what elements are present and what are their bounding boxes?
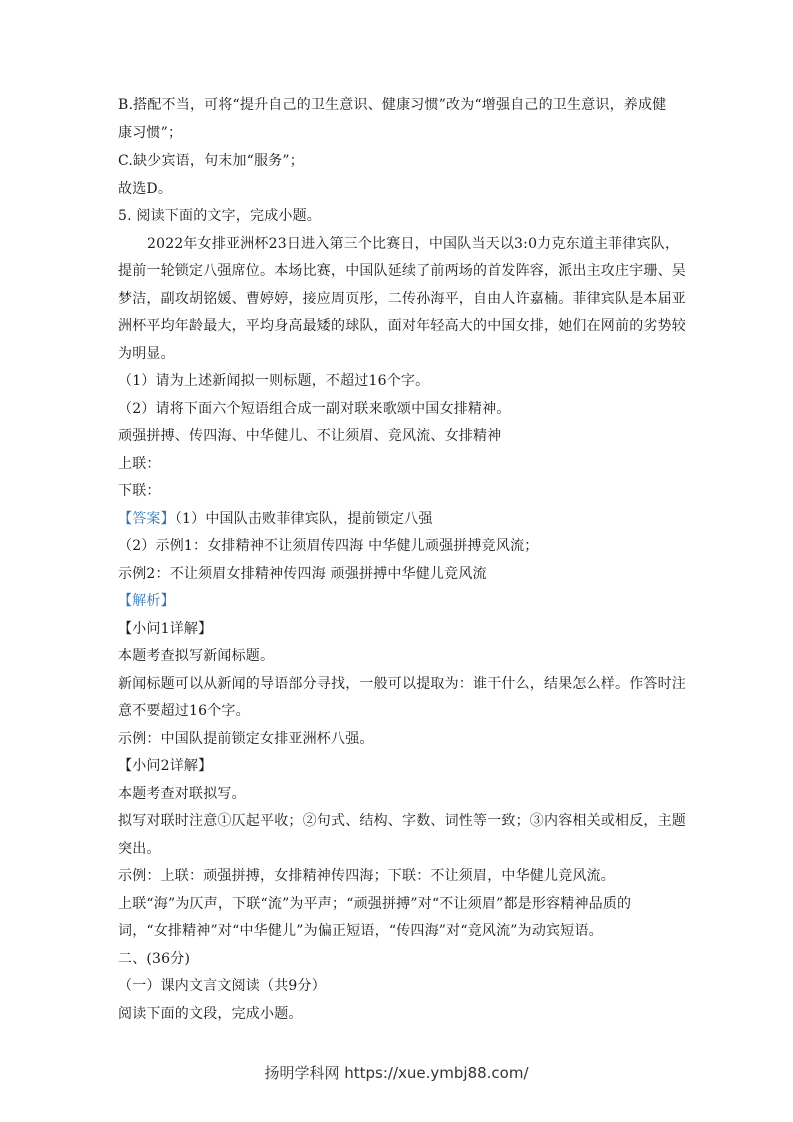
text-line: B.搭配不当，可将“提升自己的卫生意识、健康习惯”改为“增强自己的卫生意识，养成健 [118,97,667,113]
passage-line: 洲杯平均年龄最大，平均身高最矮的球队，面对年轻高大的中国女排，她们在网前的劣势较 [118,318,686,334]
sub-answer-heading: 【小问2详解】 [118,758,213,774]
text-line: 上联“海”为仄声，下联“流”为平声；“顽强拼搏”对“不让须眉”都是形容精神品质的 [118,896,632,912]
answer-line [118,510,433,528]
passage-line: 2022年女排亚洲杯23日进入第三个比赛日，中国队当天以3:0力克东道主菲律宾队， [147,236,680,252]
text-line: 词，“女排精神”对“中华健儿”为偏正短语，“传四海”对“竞风流”为动宾短语。 [118,923,603,939]
analysis-tag: 【解析】 [118,593,175,609]
sub-answer-heading: 【小问1详解】 [118,621,213,637]
passage-line: 为明显。 [118,346,175,362]
passage-line: 梦洁，副攻胡铭媛、曹婷婷，接应周页彤，二传孙海平，自由人许嘉楠。菲律宾队是本届亚 [118,291,686,307]
phrases-line: 顽强拼搏、传四海、中华健儿、不让须眉、竞风流、女排精神 [118,428,502,444]
text-line: 示例：上联：顽强拼搏，女排精神传四海；下联：不让须眉，中华健儿竞风流。 [118,868,615,884]
passage-line: 提前一轮锁定八强席位。本场比赛，中国队延续了前两场的首发阵容，派出主攻庄宇珊、吴 [118,263,686,279]
footer-watermark: 扬明学科网 https://xue.ymbj88.com/ [264,1064,529,1082]
question-heading: 5. 阅读下面的文字，完成小题。 [118,208,322,224]
text-line: 拟写对联时注意①仄起平收；②句式、结构、字数、词性等一致；③内容相关或相反，主题 [118,813,686,829]
section-heading: 二、(36分) [118,951,191,967]
lower-couplet-label: 下联： [118,483,161,499]
text-line: C.缺少宾语，句末加“服务”； [118,153,304,169]
upper-couplet-label: 上联： [118,456,161,472]
text-line: 示例：中国队提前锁定女排亚洲杯八强。 [118,731,374,747]
section-subheading: （一）课内文言文阅读（共9分） [118,978,326,994]
text-line: 故选D。 [118,181,173,197]
sub-question-2: （2）请将下面六个短语组合成一副对联来歌颂中国女排精神。 [118,401,511,417]
text-line: 新闻标题可以从新闻的导语部分寻找，一般可以提取为：谁干什么，结果怎么样。作答时注 [118,676,686,692]
text-line: 康习惯”； [118,125,183,141]
text-line: 本题考查拟写新闻标题。 [118,648,275,664]
text-line: 本题考查对联拟写。 [118,786,246,802]
answer-line: （2）示例1：女排精神不让须眉传四海 中华健儿顽强拼搏竞风流； [118,538,539,554]
answer-line: 示例2：不让须眉女排精神传四海 顽强拼搏中华健儿竞风流 [118,566,487,582]
answer-tag: 【答案】 [118,511,175,527]
answer-text: （1）中国队击败菲律宾队，提前锁定八强 [174,511,433,527]
text-line: 阅读下面的文段，完成小题。 [118,1006,303,1022]
text-line: 突出。 [118,841,161,857]
text-line: 意不要超过16个字。 [118,703,250,719]
sub-question-1: （1）请为上述新闻拟一则标题，不超过16个字。 [118,373,430,389]
